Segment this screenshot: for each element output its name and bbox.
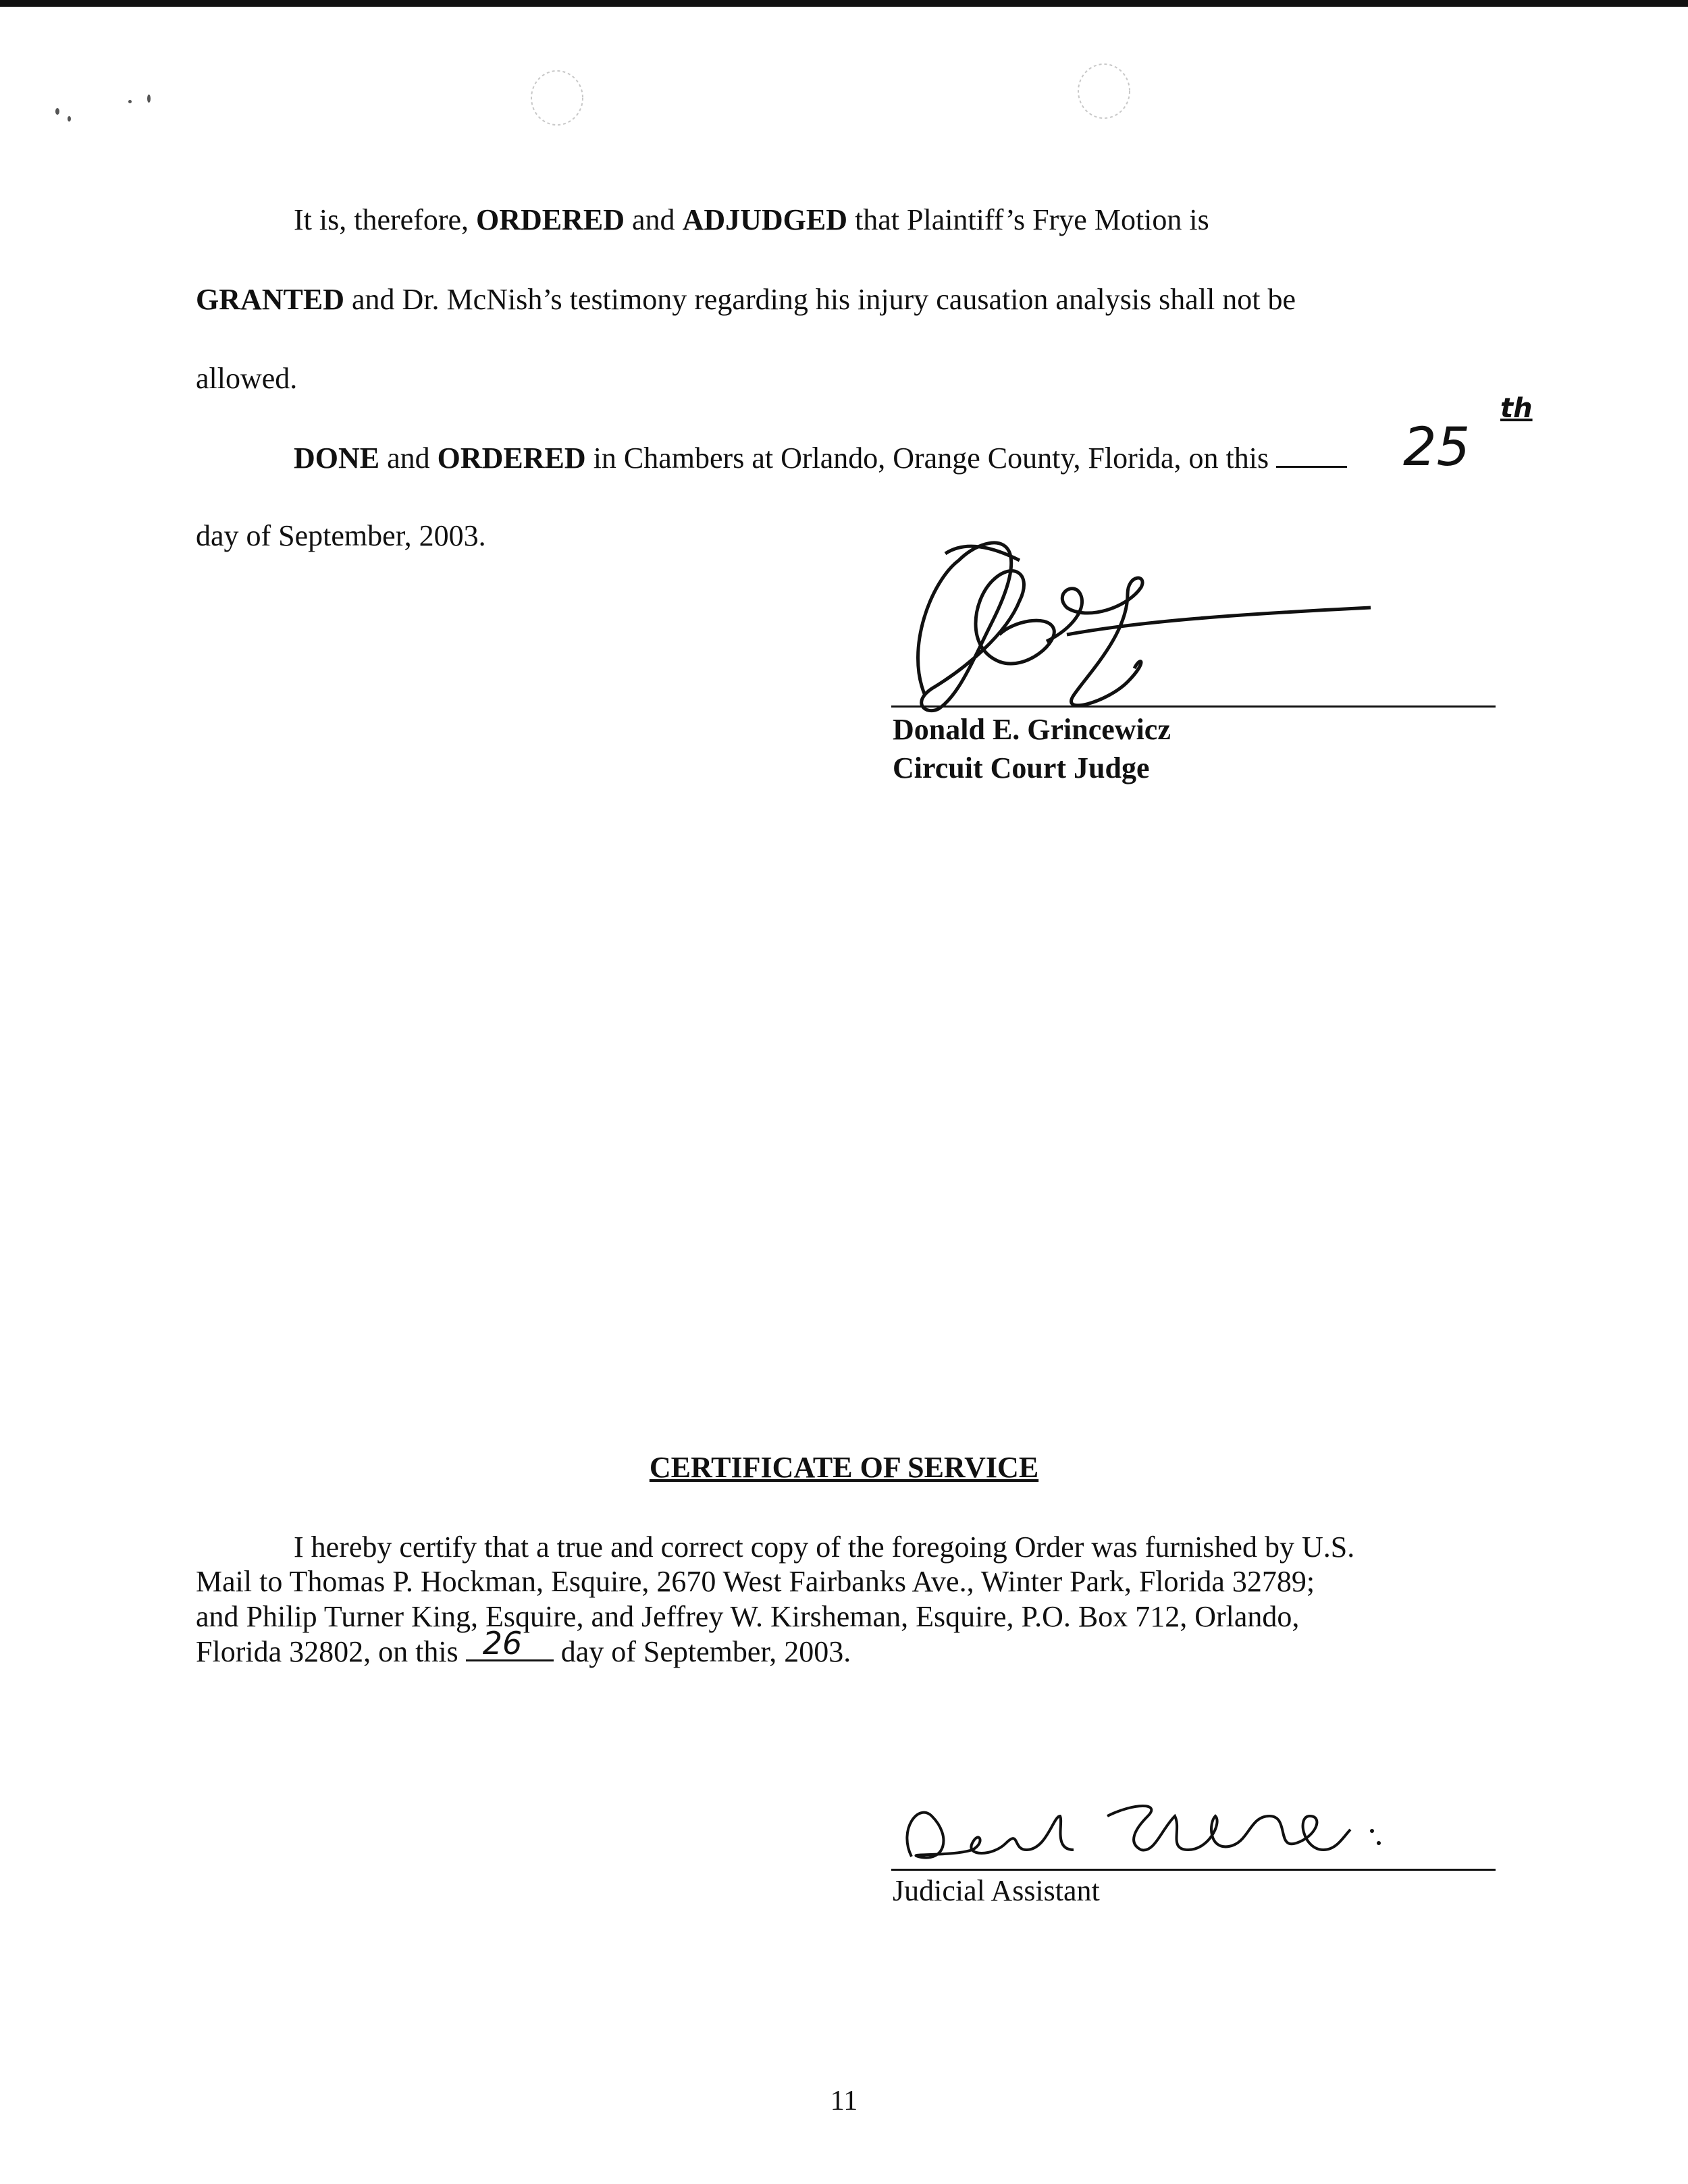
judge-name: Donald E. Grincewicz <box>893 713 1171 746</box>
scan-speck <box>147 95 151 103</box>
assistant-signature <box>891 1776 1404 1877</box>
scan-speck <box>55 108 59 115</box>
judge-signature <box>885 500 1384 722</box>
assistant-title: Judicial Assistant <box>893 1874 1100 1907</box>
certificate-paragraph <box>196 1530 1512 1670</box>
order-line-3: allowed. <box>196 362 298 395</box>
certificate-title: CERTIFICATE OF SERVICE <box>649 1451 1039 1484</box>
done-line-1: DONE and ORDERED in Chambers at Orlando, Orange County, Florida, on this <box>294 439 1347 477</box>
judge-signature-line <box>891 705 1496 708</box>
certificate-line-2: Mail to Thomas P. Hockman, Esquire, 2670 West Fairbanks Ave., Winter Park, Florida 32789; <box>196 1565 1315 1599</box>
day-blank <box>1276 439 1347 468</box>
punch-hole-mark-right <box>1074 57 1134 125</box>
handwritten-day-suffix: th <box>1500 393 1533 424</box>
scan-speck <box>68 116 71 122</box>
order-line-1: It is, therefore, ORDERED and ADJUDGED that Plaintiff’s Frye Motion is <box>294 203 1209 236</box>
certificate-line-3: and Philip Turner King, Esquire, and Jeffrey W. Kirsheman, Esquire, P.O. Box 712, Orlando, <box>196 1599 1300 1633</box>
judge-block <box>893 710 1171 787</box>
page-number: 11 <box>830 2085 858 2116</box>
order-paragraph <box>196 203 1546 405</box>
handwritten-day: 25 <box>1403 417 1471 478</box>
judge-title: Circuit Court Judge <box>893 751 1150 785</box>
scan-speck <box>128 100 132 103</box>
scan-top-edge <box>0 0 1688 7</box>
order-line-2: GRANTED and Dr. McNish’s testimony regarding his injury causation analysis shall not be <box>196 283 1296 316</box>
punch-hole-mark-left <box>527 64 587 132</box>
handwritten-cert-day: 26 <box>482 1625 523 1662</box>
done-line-2: day of September, 2003. <box>196 519 486 552</box>
assistant-signature-line <box>891 1869 1496 1871</box>
certificate-line-1: I hereby certify that a true and correct copy of the foregoing Order was furnished by U.S. <box>294 1530 1355 1564</box>
certificate-day-blank <box>466 1625 554 1662</box>
certificate-line-4: Florida 32802, on this 26 day of September, 2003. <box>196 1625 851 1669</box>
